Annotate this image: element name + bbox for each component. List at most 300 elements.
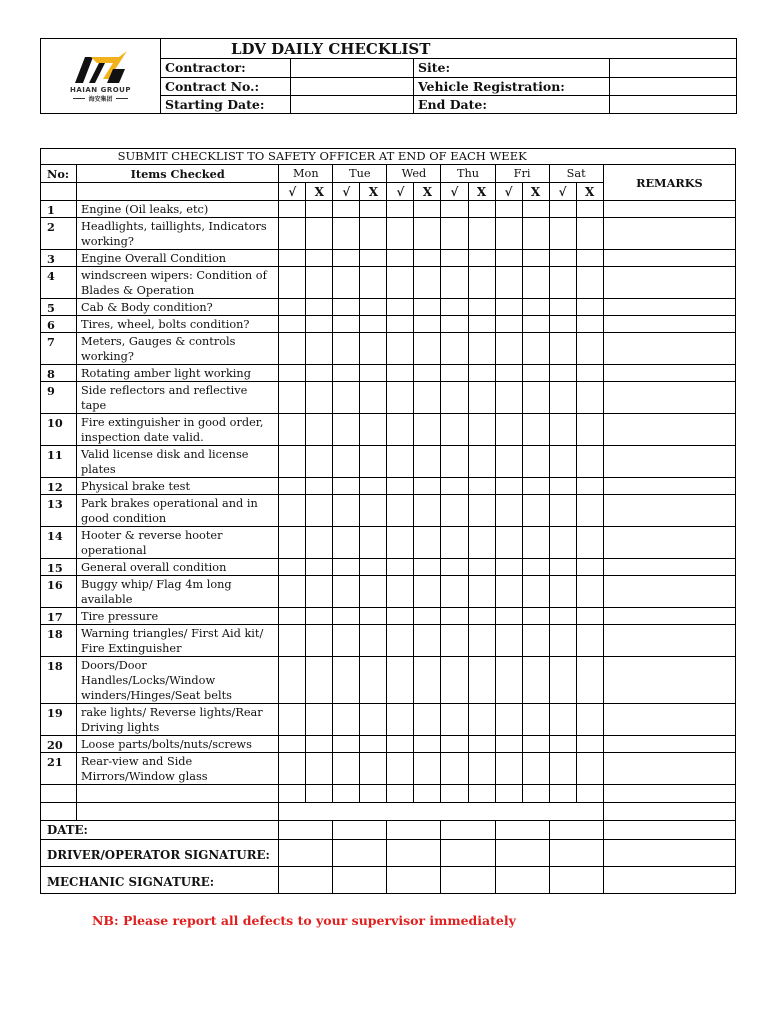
check-cell[interactable] bbox=[441, 446, 468, 478]
check-cell[interactable] bbox=[414, 576, 441, 608]
check-cell[interactable] bbox=[441, 250, 468, 267]
check-cell[interactable] bbox=[279, 365, 306, 382]
check-cell[interactable] bbox=[387, 704, 414, 736]
check-cell[interactable] bbox=[522, 414, 549, 446]
check-cell[interactable] bbox=[441, 803, 468, 821]
check-cell[interactable] bbox=[468, 704, 495, 736]
check-cell[interactable] bbox=[306, 299, 333, 316]
check-cell[interactable] bbox=[360, 446, 387, 478]
check-cell[interactable] bbox=[441, 576, 468, 608]
check-cell[interactable] bbox=[360, 382, 387, 414]
check-cell[interactable] bbox=[360, 576, 387, 608]
check-cell[interactable] bbox=[576, 495, 603, 527]
check-cell[interactable] bbox=[576, 753, 603, 785]
check-cell[interactable] bbox=[414, 704, 441, 736]
remarks-cell[interactable] bbox=[603, 478, 735, 495]
check-cell[interactable] bbox=[522, 576, 549, 608]
check-cell[interactable] bbox=[549, 657, 576, 704]
remarks-cell[interactable] bbox=[603, 218, 735, 250]
check-cell[interactable] bbox=[387, 382, 414, 414]
check-cell[interactable] bbox=[522, 608, 549, 625]
check-cell[interactable] bbox=[468, 559, 495, 576]
check-cell[interactable] bbox=[333, 559, 360, 576]
check-cell[interactable] bbox=[306, 414, 333, 446]
check-cell[interactable] bbox=[360, 333, 387, 365]
check-cell[interactable] bbox=[495, 495, 522, 527]
check-cell[interactable] bbox=[333, 250, 360, 267]
check-cell[interactable] bbox=[306, 753, 333, 785]
check-cell[interactable] bbox=[306, 478, 333, 495]
signature-cell[interactable] bbox=[441, 867, 495, 894]
check-cell[interactable] bbox=[414, 785, 441, 803]
check-cell[interactable] bbox=[279, 753, 306, 785]
check-cell[interactable] bbox=[522, 201, 549, 218]
check-cell[interactable] bbox=[414, 559, 441, 576]
check-cell[interactable] bbox=[549, 267, 576, 299]
check-cell[interactable] bbox=[360, 803, 387, 821]
check-cell[interactable] bbox=[441, 316, 468, 333]
check-cell[interactable] bbox=[576, 316, 603, 333]
check-cell[interactable] bbox=[360, 704, 387, 736]
signature-cell[interactable] bbox=[387, 821, 441, 840]
check-cell[interactable] bbox=[333, 446, 360, 478]
check-cell[interactable] bbox=[441, 753, 468, 785]
check-cell[interactable] bbox=[360, 608, 387, 625]
check-cell[interactable] bbox=[522, 704, 549, 736]
check-cell[interactable] bbox=[387, 608, 414, 625]
check-cell[interactable] bbox=[414, 736, 441, 753]
check-cell[interactable] bbox=[468, 753, 495, 785]
check-cell[interactable] bbox=[549, 250, 576, 267]
check-cell[interactable] bbox=[279, 785, 306, 803]
site-value[interactable] bbox=[610, 59, 737, 77]
check-cell[interactable] bbox=[495, 625, 522, 657]
check-cell[interactable] bbox=[522, 365, 549, 382]
check-cell[interactable] bbox=[306, 608, 333, 625]
check-cell[interactable] bbox=[279, 608, 306, 625]
check-cell[interactable] bbox=[495, 803, 522, 821]
check-cell[interactable] bbox=[387, 736, 414, 753]
check-cell[interactable] bbox=[306, 625, 333, 657]
check-cell[interactable] bbox=[576, 201, 603, 218]
check-cell[interactable] bbox=[522, 382, 549, 414]
check-cell[interactable] bbox=[576, 267, 603, 299]
check-cell[interactable] bbox=[441, 365, 468, 382]
signature-cell[interactable] bbox=[333, 867, 387, 894]
check-cell[interactable] bbox=[414, 803, 441, 821]
check-cell[interactable] bbox=[387, 785, 414, 803]
check-cell[interactable] bbox=[441, 478, 468, 495]
check-cell[interactable] bbox=[306, 446, 333, 478]
check-cell[interactable] bbox=[576, 736, 603, 753]
check-cell[interactable] bbox=[495, 382, 522, 414]
check-cell[interactable] bbox=[306, 382, 333, 414]
check-cell[interactable] bbox=[522, 527, 549, 559]
check-cell[interactable] bbox=[333, 753, 360, 785]
check-cell[interactable] bbox=[441, 736, 468, 753]
check-cell[interactable] bbox=[306, 576, 333, 608]
check-cell[interactable] bbox=[495, 608, 522, 625]
vehicle-registration-value[interactable] bbox=[610, 77, 737, 95]
check-cell[interactable] bbox=[522, 625, 549, 657]
signature-cell[interactable] bbox=[333, 821, 387, 840]
check-cell[interactable] bbox=[333, 785, 360, 803]
check-cell[interactable] bbox=[414, 608, 441, 625]
check-cell[interactable] bbox=[360, 201, 387, 218]
check-cell[interactable] bbox=[333, 495, 360, 527]
check-cell[interactable] bbox=[549, 608, 576, 625]
check-cell[interactable] bbox=[306, 785, 333, 803]
signature-cell[interactable] bbox=[279, 840, 333, 867]
check-cell[interactable] bbox=[360, 527, 387, 559]
remarks-cell[interactable] bbox=[603, 803, 735, 821]
check-cell[interactable] bbox=[495, 559, 522, 576]
check-cell[interactable] bbox=[495, 250, 522, 267]
check-cell[interactable] bbox=[333, 365, 360, 382]
check-cell[interactable] bbox=[468, 414, 495, 446]
check-cell[interactable] bbox=[279, 657, 306, 704]
check-cell[interactable] bbox=[387, 753, 414, 785]
check-cell[interactable] bbox=[441, 333, 468, 365]
check-cell[interactable] bbox=[387, 333, 414, 365]
remarks-cell[interactable] bbox=[603, 365, 735, 382]
check-cell[interactable] bbox=[414, 414, 441, 446]
check-cell[interactable] bbox=[522, 478, 549, 495]
check-cell[interactable] bbox=[414, 250, 441, 267]
check-cell[interactable] bbox=[279, 478, 306, 495]
check-cell[interactable] bbox=[576, 446, 603, 478]
check-cell[interactable] bbox=[414, 753, 441, 785]
signature-cell[interactable] bbox=[387, 867, 441, 894]
remarks-cell[interactable] bbox=[603, 267, 735, 299]
check-cell[interactable] bbox=[549, 365, 576, 382]
check-cell[interactable] bbox=[522, 803, 549, 821]
check-cell[interactable] bbox=[495, 365, 522, 382]
check-cell[interactable] bbox=[522, 559, 549, 576]
check-cell[interactable] bbox=[333, 382, 360, 414]
contractor-value[interactable] bbox=[291, 59, 414, 77]
check-cell[interactable] bbox=[414, 446, 441, 478]
check-cell[interactable] bbox=[549, 576, 576, 608]
check-cell[interactable] bbox=[468, 657, 495, 704]
check-cell[interactable] bbox=[279, 267, 306, 299]
remarks-cell[interactable] bbox=[603, 333, 735, 365]
check-cell[interactable] bbox=[468, 333, 495, 365]
check-cell[interactable] bbox=[333, 218, 360, 250]
check-cell[interactable] bbox=[279, 382, 306, 414]
check-cell[interactable] bbox=[495, 704, 522, 736]
remarks-cell[interactable] bbox=[603, 657, 735, 704]
check-cell[interactable] bbox=[387, 527, 414, 559]
check-cell[interactable] bbox=[360, 414, 387, 446]
check-cell[interactable] bbox=[468, 527, 495, 559]
check-cell[interactable] bbox=[522, 657, 549, 704]
check-cell[interactable] bbox=[468, 316, 495, 333]
remarks-cell[interactable] bbox=[603, 608, 735, 625]
check-cell[interactable] bbox=[279, 736, 306, 753]
check-cell[interactable] bbox=[306, 333, 333, 365]
check-cell[interactable] bbox=[414, 218, 441, 250]
remarks-cell[interactable] bbox=[603, 840, 735, 867]
check-cell[interactable] bbox=[576, 657, 603, 704]
check-cell[interactable] bbox=[576, 218, 603, 250]
check-cell[interactable] bbox=[576, 625, 603, 657]
check-cell[interactable] bbox=[549, 753, 576, 785]
check-cell[interactable] bbox=[576, 299, 603, 316]
remarks-cell[interactable] bbox=[603, 753, 735, 785]
check-cell[interactable] bbox=[441, 625, 468, 657]
check-cell[interactable] bbox=[522, 446, 549, 478]
check-cell[interactable] bbox=[468, 365, 495, 382]
check-cell[interactable] bbox=[387, 250, 414, 267]
check-cell[interactable] bbox=[576, 382, 603, 414]
check-cell[interactable] bbox=[279, 218, 306, 250]
signature-cell[interactable] bbox=[387, 840, 441, 867]
check-cell[interactable] bbox=[333, 478, 360, 495]
check-cell[interactable] bbox=[333, 414, 360, 446]
check-cell[interactable] bbox=[360, 495, 387, 527]
check-cell[interactable] bbox=[549, 559, 576, 576]
check-cell[interactable] bbox=[441, 495, 468, 527]
check-cell[interactable] bbox=[387, 201, 414, 218]
check-cell[interactable] bbox=[360, 478, 387, 495]
check-cell[interactable] bbox=[333, 576, 360, 608]
check-cell[interactable] bbox=[549, 201, 576, 218]
check-cell[interactable] bbox=[414, 495, 441, 527]
check-cell[interactable] bbox=[414, 478, 441, 495]
check-cell[interactable] bbox=[576, 608, 603, 625]
check-cell[interactable] bbox=[549, 704, 576, 736]
end-date-value[interactable] bbox=[610, 95, 737, 113]
check-cell[interactable] bbox=[576, 365, 603, 382]
check-cell[interactable] bbox=[360, 753, 387, 785]
signature-cell[interactable] bbox=[333, 840, 387, 867]
check-cell[interactable] bbox=[441, 382, 468, 414]
check-cell[interactable] bbox=[441, 608, 468, 625]
check-cell[interactable] bbox=[495, 201, 522, 218]
check-cell[interactable] bbox=[468, 576, 495, 608]
check-cell[interactable] bbox=[441, 785, 468, 803]
check-cell[interactable] bbox=[441, 299, 468, 316]
remarks-cell[interactable] bbox=[603, 625, 735, 657]
check-cell[interactable] bbox=[279, 250, 306, 267]
check-cell[interactable] bbox=[387, 495, 414, 527]
check-cell[interactable] bbox=[360, 559, 387, 576]
check-cell[interactable] bbox=[360, 736, 387, 753]
check-cell[interactable] bbox=[468, 478, 495, 495]
remarks-cell[interactable] bbox=[603, 576, 735, 608]
signature-cell[interactable] bbox=[495, 821, 549, 840]
check-cell[interactable] bbox=[306, 803, 333, 821]
contract-no-value[interactable] bbox=[291, 77, 414, 95]
check-cell[interactable] bbox=[306, 736, 333, 753]
check-cell[interactable] bbox=[576, 478, 603, 495]
remarks-cell[interactable] bbox=[603, 704, 735, 736]
check-cell[interactable] bbox=[387, 559, 414, 576]
remarks-cell[interactable] bbox=[603, 495, 735, 527]
check-cell[interactable] bbox=[495, 267, 522, 299]
check-cell[interactable] bbox=[387, 446, 414, 478]
check-cell[interactable] bbox=[279, 576, 306, 608]
check-cell[interactable] bbox=[360, 267, 387, 299]
check-cell[interactable] bbox=[387, 478, 414, 495]
check-cell[interactable] bbox=[549, 218, 576, 250]
check-cell[interactable] bbox=[495, 478, 522, 495]
check-cell[interactable] bbox=[414, 316, 441, 333]
remarks-cell[interactable] bbox=[603, 785, 735, 803]
check-cell[interactable] bbox=[387, 576, 414, 608]
check-cell[interactable] bbox=[360, 316, 387, 333]
check-cell[interactable] bbox=[387, 803, 414, 821]
check-cell[interactable] bbox=[306, 201, 333, 218]
check-cell[interactable] bbox=[576, 414, 603, 446]
check-cell[interactable] bbox=[468, 250, 495, 267]
check-cell[interactable] bbox=[522, 736, 549, 753]
check-cell[interactable] bbox=[468, 736, 495, 753]
remarks-cell[interactable] bbox=[603, 736, 735, 753]
signature-cell[interactable] bbox=[549, 821, 603, 840]
check-cell[interactable] bbox=[576, 704, 603, 736]
check-cell[interactable] bbox=[414, 527, 441, 559]
check-cell[interactable] bbox=[522, 218, 549, 250]
check-cell[interactable] bbox=[360, 218, 387, 250]
remarks-cell[interactable] bbox=[603, 382, 735, 414]
remarks-cell[interactable] bbox=[603, 299, 735, 316]
check-cell[interactable] bbox=[306, 559, 333, 576]
check-cell[interactable] bbox=[549, 333, 576, 365]
check-cell[interactable] bbox=[441, 267, 468, 299]
check-cell[interactable] bbox=[549, 414, 576, 446]
remarks-cell[interactable] bbox=[603, 527, 735, 559]
check-cell[interactable] bbox=[549, 803, 576, 821]
check-cell[interactable] bbox=[414, 365, 441, 382]
check-cell[interactable] bbox=[306, 267, 333, 299]
check-cell[interactable] bbox=[495, 316, 522, 333]
check-cell[interactable] bbox=[549, 446, 576, 478]
check-cell[interactable] bbox=[576, 785, 603, 803]
check-cell[interactable] bbox=[279, 333, 306, 365]
check-cell[interactable] bbox=[468, 299, 495, 316]
check-cell[interactable] bbox=[279, 527, 306, 559]
check-cell[interactable] bbox=[495, 657, 522, 704]
check-cell[interactable] bbox=[279, 803, 306, 821]
check-cell[interactable] bbox=[495, 299, 522, 316]
remarks-cell[interactable] bbox=[603, 316, 735, 333]
check-cell[interactable] bbox=[333, 657, 360, 704]
check-cell[interactable] bbox=[414, 333, 441, 365]
check-cell[interactable] bbox=[495, 527, 522, 559]
check-cell[interactable] bbox=[495, 446, 522, 478]
check-cell[interactable] bbox=[306, 316, 333, 333]
check-cell[interactable] bbox=[387, 316, 414, 333]
signature-cell[interactable] bbox=[549, 867, 603, 894]
check-cell[interactable] bbox=[549, 527, 576, 559]
remarks-cell[interactable] bbox=[603, 867, 735, 894]
check-cell[interactable] bbox=[306, 704, 333, 736]
check-cell[interactable] bbox=[522, 753, 549, 785]
check-cell[interactable] bbox=[549, 299, 576, 316]
check-cell[interactable] bbox=[387, 218, 414, 250]
check-cell[interactable] bbox=[414, 267, 441, 299]
remarks-cell[interactable] bbox=[603, 414, 735, 446]
check-cell[interactable] bbox=[414, 201, 441, 218]
check-cell[interactable] bbox=[306, 527, 333, 559]
check-cell[interactable] bbox=[441, 201, 468, 218]
check-cell[interactable] bbox=[576, 576, 603, 608]
check-cell[interactable] bbox=[333, 736, 360, 753]
remarks-cell[interactable] bbox=[603, 821, 735, 840]
check-cell[interactable] bbox=[333, 625, 360, 657]
check-cell[interactable] bbox=[576, 527, 603, 559]
check-cell[interactable] bbox=[306, 365, 333, 382]
check-cell[interactable] bbox=[414, 657, 441, 704]
check-cell[interactable] bbox=[279, 704, 306, 736]
check-cell[interactable] bbox=[468, 803, 495, 821]
check-cell[interactable] bbox=[333, 201, 360, 218]
check-cell[interactable] bbox=[549, 736, 576, 753]
check-cell[interactable] bbox=[387, 267, 414, 299]
check-cell[interactable] bbox=[522, 250, 549, 267]
starting-date-value[interactable] bbox=[291, 95, 414, 113]
check-cell[interactable] bbox=[549, 495, 576, 527]
check-cell[interactable] bbox=[468, 382, 495, 414]
signature-cell[interactable] bbox=[495, 840, 549, 867]
check-cell[interactable] bbox=[522, 316, 549, 333]
check-cell[interactable] bbox=[495, 333, 522, 365]
remarks-cell[interactable] bbox=[603, 446, 735, 478]
check-cell[interactable] bbox=[279, 495, 306, 527]
check-cell[interactable] bbox=[468, 446, 495, 478]
signature-cell[interactable] bbox=[495, 867, 549, 894]
check-cell[interactable] bbox=[333, 267, 360, 299]
check-cell[interactable] bbox=[495, 576, 522, 608]
check-cell[interactable] bbox=[468, 218, 495, 250]
check-cell[interactable] bbox=[522, 785, 549, 803]
check-cell[interactable] bbox=[387, 365, 414, 382]
check-cell[interactable] bbox=[414, 382, 441, 414]
check-cell[interactable] bbox=[279, 201, 306, 218]
check-cell[interactable] bbox=[360, 250, 387, 267]
check-cell[interactable] bbox=[495, 753, 522, 785]
check-cell[interactable] bbox=[441, 414, 468, 446]
check-cell[interactable] bbox=[549, 785, 576, 803]
check-cell[interactable] bbox=[495, 736, 522, 753]
check-cell[interactable] bbox=[360, 785, 387, 803]
check-cell[interactable] bbox=[549, 382, 576, 414]
check-cell[interactable] bbox=[360, 625, 387, 657]
signature-cell[interactable] bbox=[549, 840, 603, 867]
check-cell[interactable] bbox=[549, 625, 576, 657]
check-cell[interactable] bbox=[306, 657, 333, 704]
check-cell[interactable] bbox=[360, 657, 387, 704]
check-cell[interactable] bbox=[441, 559, 468, 576]
check-cell[interactable] bbox=[468, 785, 495, 803]
check-cell[interactable] bbox=[333, 527, 360, 559]
check-cell[interactable] bbox=[441, 704, 468, 736]
check-cell[interactable] bbox=[441, 657, 468, 704]
check-cell[interactable] bbox=[360, 299, 387, 316]
check-cell[interactable] bbox=[576, 803, 603, 821]
check-cell[interactable] bbox=[279, 559, 306, 576]
check-cell[interactable] bbox=[387, 657, 414, 704]
remarks-cell[interactable] bbox=[603, 201, 735, 218]
check-cell[interactable] bbox=[333, 608, 360, 625]
check-cell[interactable] bbox=[522, 267, 549, 299]
check-cell[interactable] bbox=[387, 625, 414, 657]
check-cell[interactable] bbox=[495, 414, 522, 446]
check-cell[interactable] bbox=[441, 218, 468, 250]
signature-cell[interactable] bbox=[279, 821, 333, 840]
